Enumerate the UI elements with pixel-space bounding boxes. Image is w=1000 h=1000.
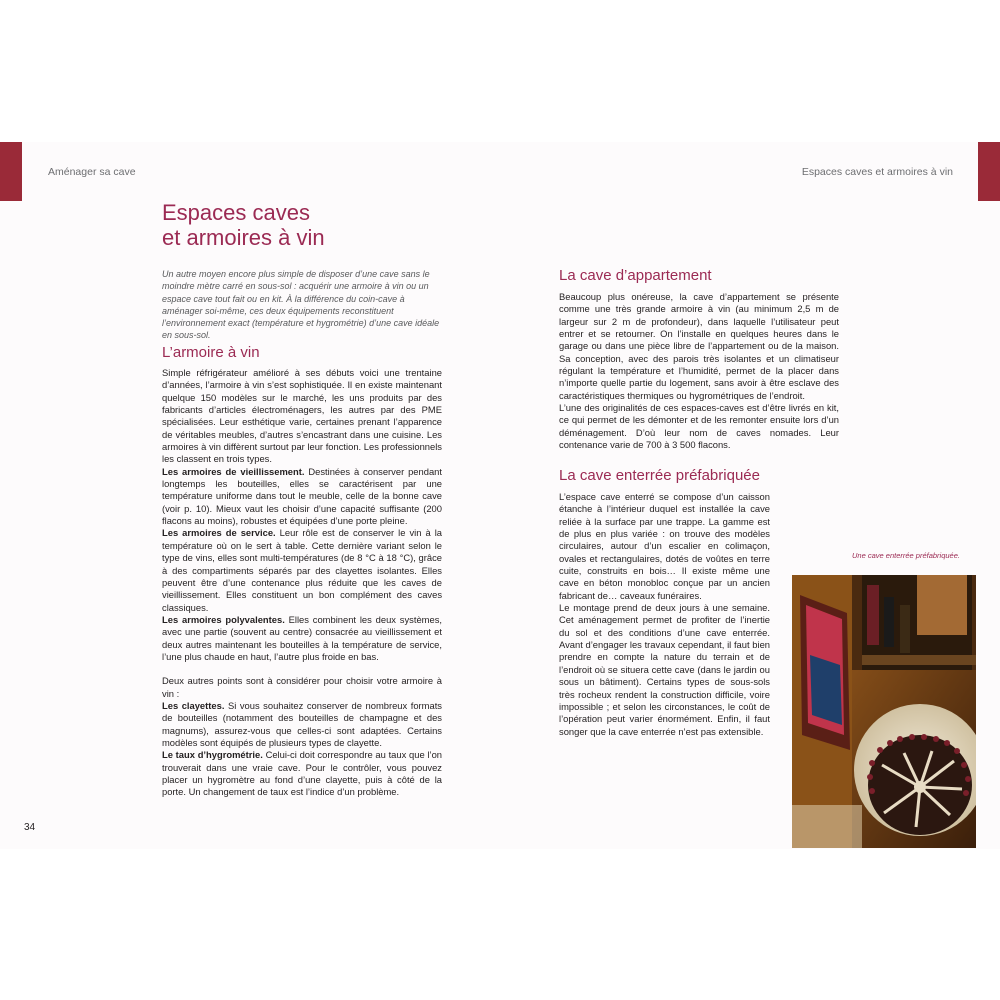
hygrometrie-text: Celui-ci doit correspondre au taux que l’on trouverait dans une vraie cave. Pour le contrôler, vous pouvez placer un hygromètre au fond d’une clayette, puis à côté de la porte. Un changement de taux est l’indice d’un problème. [162,749,443,798]
column-enterree [559,491,770,738]
cellar-photo [792,575,976,848]
page-title-line2: et armoires à vin [162,225,325,250]
column-appartement [559,291,839,451]
enterree-p1: L’espace cave enterré se compose d’un caisson étanche à l’intérieur duquel est installée la cave reliée à la surface par une trappe. La gamme est de plus en plus variée : on trouve des modèles circulaires, autour d’un escalier en colimaçon, ovales et rectangulaires, dotés de voûtes en terre cuite, construits en bois… Il existe même une cave en béton monobloc conçue par un ancien fabricant de… caveaux funéraires. [559,491,770,601]
heading-enterree: La cave enterrée préfabriquée [559,467,760,484]
appartement-p1: Beaucoup plus onéreuse, la cave d’appartement se présente comme une très grande armoire à vin (au minimum 2,5 m de largeur sur 2 m de profondeur), dans laquelle l’utilisateur peut entrer et se retourner. On l’installe en quelques heures dans le garage ou dans une pièce libre de l’appartement ou de la maison. Sa conception, avec des parois très isolantes et un climatiseur régulant la température et l’humidité, permet de la placer dans n’importe quelle partie du logement, sans avoir à être esclave des caractéristiques thermiques ou hygrométriques de l’endroit. [559,291,839,401]
polyvalente-label: Les armoires polyvalentes. [162,613,285,625]
intro-paragraph: Un autre moyen encore plus simple de disposer d’une cave sans le moindre mètre carré en sous-sol : acquérir une armoire à vin ou un espace cave tout fait ou en kit. À la différence du coin-cave à aménager soi-même, ces deux équipements reconstituent l’environnement exact (température et hygrométrie) d’une cave idéale en sous-sol. [162,269,440,341]
vieillissement-text: Destinées à conserver pendant longtemps les bouteilles, elles se caractérisent par une température uniforme dans tout le meuble, celle de la bonne cave (voir p. 10). Mieux vaut les choisir d’une capacité suffisante (200 flacons au moins), robustes et équipées d’une porte pleine. [162,465,442,527]
hygrometrie-label: Le taux d’hygrométrie. [162,749,263,761]
page-title-line1: Espaces caves [162,200,310,225]
running-header-left: Aménager sa cave [48,166,136,178]
polyvalente-text: Elles combinent les deux systèmes, avec une partie (souvent au centre) consacrée au vieillissement et deux autres maintenant les bouteilles à la température de service, l’une plus chaude en haut, l’autre plus froide en bas. [162,613,443,662]
clayettes-label: Les clayettes. [162,699,225,711]
heading-armoire: L’armoire à vin [162,344,260,361]
heading-appartement: La cave d’appartement [559,267,712,284]
clayettes-paragraph [162,700,442,749]
cellar-photo-icon [792,575,976,848]
armoire-service [162,527,442,613]
page-number: 34 [24,822,36,833]
appartement-p2: L’une des originalités de ces espaces-caves est d’être livrés en kit, ce qui permet de les démonter et de les remonter ensuite lors d’un déménagement. D’où leur nom de caves nomades. Leur contenance varie de 700 à 3 500 flacons. [559,402,839,451]
running-header-right: Espaces caves et armoires à vin [801,166,953,178]
points-intro: Deux autres points sont à considérer pour choisir votre armoire à vin : [162,675,442,699]
armoire-vieillissement [162,466,442,528]
hygrometrie-paragraph [162,749,442,798]
chapter-tab-right [978,142,1000,201]
service-label: Les armoires de service. [162,527,276,539]
column-left [162,367,442,799]
page-title [162,200,325,250]
vieillissement-label: Les armoires de vieillissement. [162,465,305,477]
armoire-intro: Simple réfrigérateur amélioré à ses débuts voici une trentaine d’années, l’armoire à vin s’est sophistiquée. Il en existe maintenant quelque 150 modèles sur le marché, les uns produits par des fabricants d’articles électroménagers, les autres par des PME spécialisées. Leur esthétique varie, certaines prenant l’apparence de véritables meubles, d’autres s’encastrant dans une cuisine. Les armoires à vin diffèrent surtout par leur fonction. Les professionnels les classent en trois types. [162,367,442,465]
photo-caption: Une cave enterrée préfabriquée. [852,551,960,560]
enterree-p2: Le montage prend de deux jours à une semaine. Cet aménagement permet de profiter de l’inertie du sol et des conditions d’une cave enterrée. Avant d’engager les travaux cependant, il faut bien prendre en compte la nature du terrain et de l’endroit où se situera cette cave (dans le jardin ou sous un bâtiment). Certains types de sous-sols très rocheux rendent la construction difficile, voire impossible ; et selon les circonstances, le coût de l’opération peut varier énormément. Enfin, il faut songer que la cave enterrée n’est pas extensible. [559,602,770,737]
armoire-polyvalente [162,614,442,663]
chapter-tab-left [0,142,22,201]
clayettes-text: Si vous souhaitez conserver de nombreux formats de bouteilles (notamment des bouteilles de champagne et des magnums), assurez-vous que celles-ci sont adaptées. Certains modèles sont équipés de plusieurs types de clayette. [162,699,442,748]
service-text: Leur rôle est de conserver le vin à la température où on le sert à table. Cette dernière variant selon le type de vins, elles sont multi-températures (de 8 °C à 18 °C), grâce à des compartiments séparés par des clayettes isolantes. Elles peuvent être d’une contenance plus réduite que les caves de vieillissement. Elles constituent un bon complément des caves classiques. [162,527,442,613]
